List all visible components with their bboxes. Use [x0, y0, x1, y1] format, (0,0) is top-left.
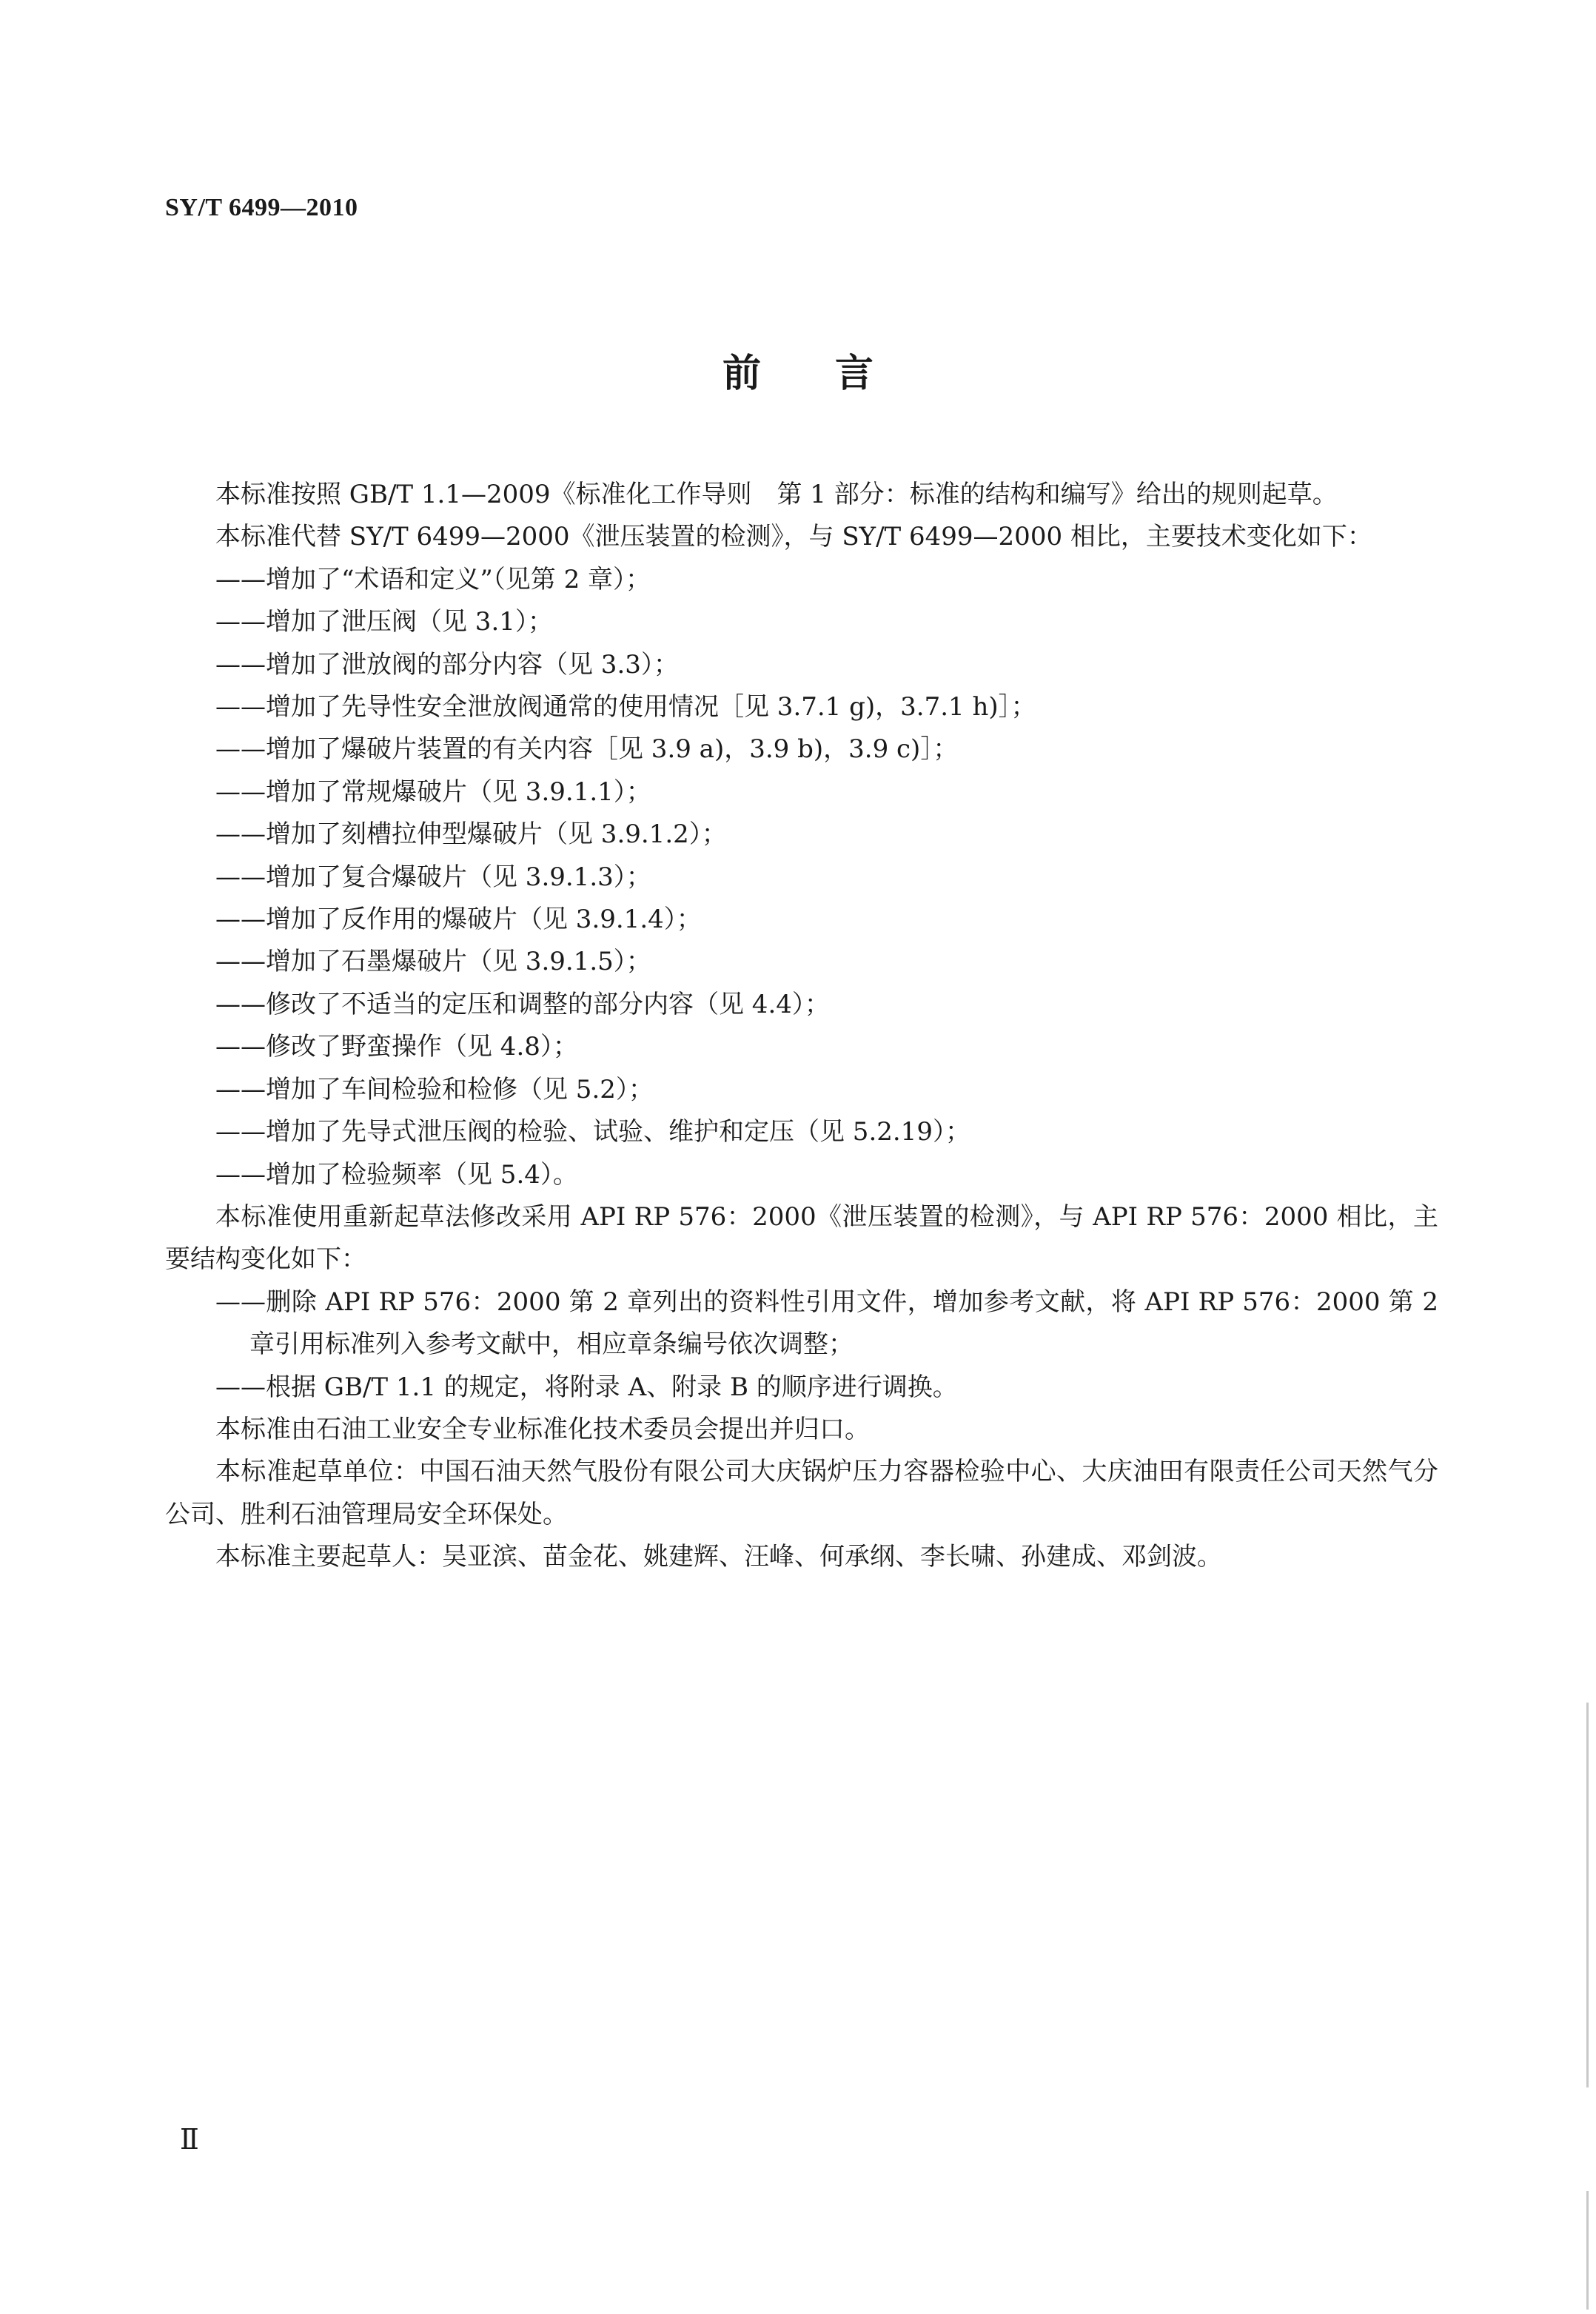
paragraph-drafters: 本标准主要起草人：吴亚滨、苗金花、姚建辉、汪峰、何承纲、李长啸、孙建成、邓剑波。 — [215, 1542, 1222, 1572]
page-number: Ⅱ — [180, 2124, 199, 2156]
paragraph-replaces-standard: 本标准代替 SY/T 6499—2000《泄压装置的检测》，与 SY/T 6499—2000 相比，主要技术变化如下： — [215, 522, 1372, 552]
list-item: ——增加了先导式泄压阀的检验、试验、维护和定压（见 5.2.19）； — [215, 1117, 970, 1147]
list-item: ——删除 API RP 576：2000 第 2 章列出的资料性引用文件，增加参考文献，将 API RP 576：2000 第 2 章引用标准列入参考文献中，相应章条编号依次调整； — [215, 1287, 1438, 1360]
page-title: 前言 — [722, 352, 948, 396]
list-item: ——根据 GB/T 1.1 的规定，将附录 A、附录 B 的顺序进行调换。 — [215, 1372, 958, 1402]
list-item: ——增加了泄压阀（见 3.1）； — [215, 607, 553, 637]
list-item: ——增加了石墨爆破片（见 3.9.1.5）； — [215, 947, 651, 977]
technical-changes-list — [165, 559, 1438, 1196]
list-item: ——增加了刻槽拉伸型爆破片（见 3.9.1.2）； — [215, 819, 727, 850]
list-item: ——增加了复合爆破片（见 3.9.1.3）； — [215, 862, 651, 892]
list-item: ——增加了车间检验和检修（见 5.2）； — [215, 1074, 654, 1104]
list-item: ——增加了泄放阀的部分内容（见 3.3）； — [215, 649, 679, 680]
list-item: ——增加了先导性安全泄放阀通常的使用情况［见 3.7.1 g)，3.7.1 h)］； — [215, 692, 1036, 722]
foreword-body — [165, 474, 1438, 1579]
scan-edge-mark — [1586, 1703, 1589, 2087]
list-item: ——增加了常规爆破片（见 3.9.1.1）； — [215, 777, 651, 807]
list-item: ——修改了不适当的定压和调整的部分内容（见 4.4）； — [215, 989, 830, 1019]
list-item: ——增加了反作用的爆破片（见 3.9.1.4）； — [215, 905, 702, 935]
list-item: ——增加了爆破片装置的有关内容［见 3.9 a)，3.9 b)，3.9 c)］； — [215, 734, 959, 765]
paragraph-drafting-units: 本标准起草单位：中国石油天然气股份有限公司大庆锅炉压力容器检验中心、大庆油田有限责任公司天然气分公司、胜利石油管理局安全环保处。 — [165, 1457, 1438, 1529]
list-item: ——修改了野蛮操作（见 4.8）； — [215, 1032, 578, 1062]
paragraph-adoption-method: 本标准使用重新起草法修改采用 API RP 576：2000《泄压装置的检测》，与 API RP 576：2000 相比，主要结构变化如下： — [165, 1201, 1438, 1275]
standard-number: SY/T 6499—2010 — [165, 194, 358, 221]
paragraph-proposed-by: 本标准由石油工业安全专业标准化技术委员会提出并归口。 — [215, 1414, 870, 1444]
scan-edge-mark — [1586, 2191, 1589, 2310]
structural-changes-list — [165, 1281, 1438, 1409]
paragraph-drafting-rules: 本标准按照 GB/T 1.1—2009《标准化工作导则 第 1 部分：标准的结构和编写》给出的规则起草。 — [215, 480, 1338, 509]
list-item: ——增加了“术语和定义”（见第 2 章）； — [215, 564, 651, 594]
list-item: ——增加了检验频率（见 5.4）。 — [215, 1159, 578, 1190]
